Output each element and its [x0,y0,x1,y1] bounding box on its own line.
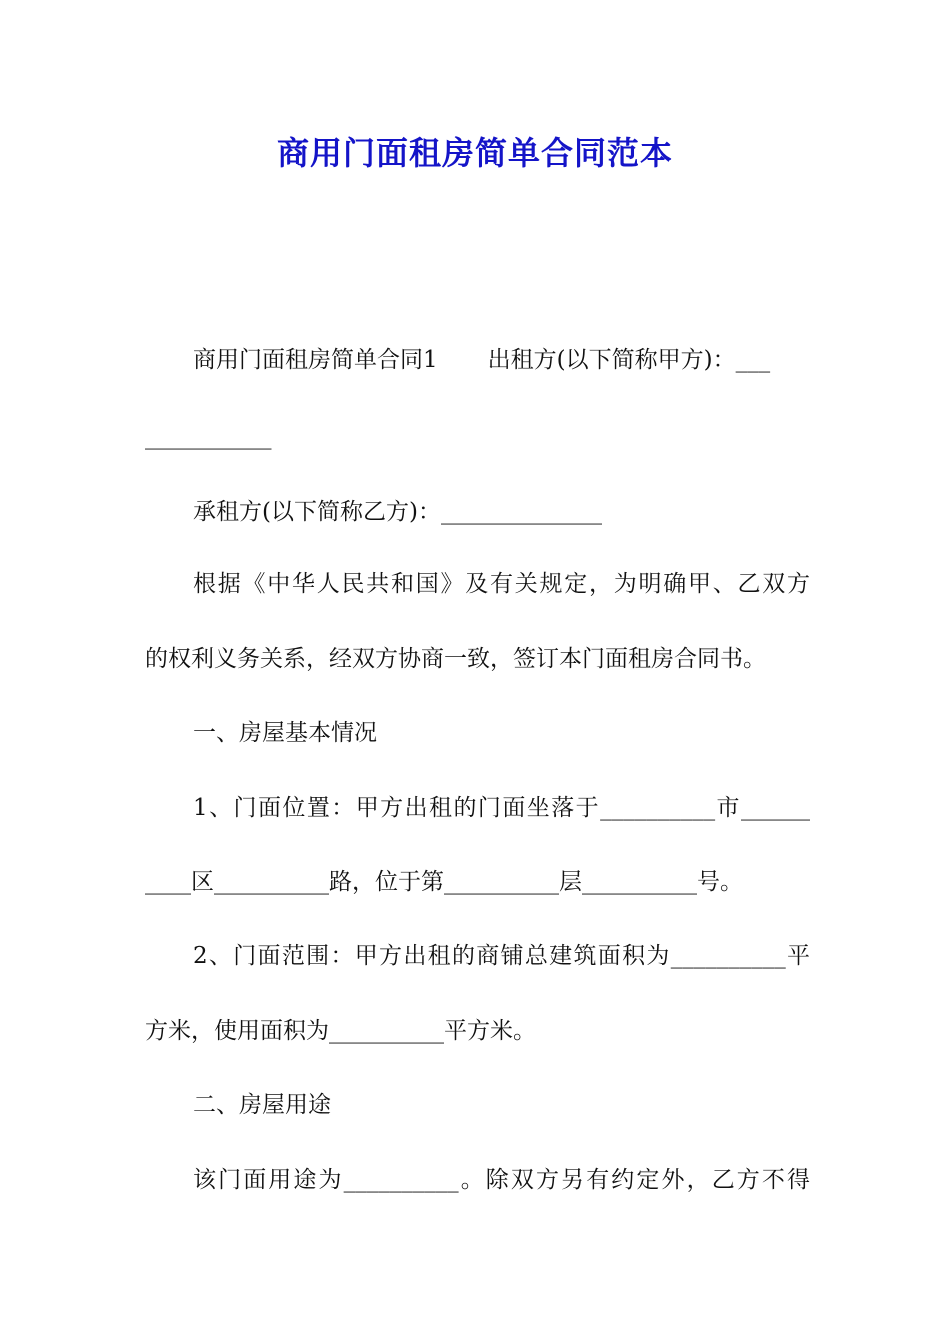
lessee-line: 承租方(以下简称乙方)：______________ [193,499,602,525]
clause-location-line-1: 1、门面位置：甲方出租的门面坐落于__________市______ [193,795,810,821]
usage-clause-line: 该门面用途为__________。除双方另有约定外，乙方不得 [193,1167,810,1193]
clause-area-line-1: 2、门面范围：甲方出租的商铺总建筑面积为__________平 [193,943,810,969]
section-heading-2: 二、房屋用途 [193,1092,331,1118]
clause-area-line-2: 方米，使用面积为__________平方米。 [145,1018,536,1044]
clause-location-line-2: ____区__________路，位于第__________层__________号。 [145,869,743,895]
preamble-line-1: 根据《中华人民共和国》及有关规定，为明确甲、乙双方 [193,571,810,597]
document-title: 商用门面租房简单合同范本 [276,134,673,172]
section-heading-1: 一、房屋基本情况 [193,720,377,746]
lessor-blank-line: ___________ [145,424,272,450]
preamble-line-2: 的权利义务关系，经双方协商一致，签订本门面租房合同书。 [145,646,766,672]
lessor-label: 出租方(以下简称甲方)：___ [487,347,771,373]
contract-subtitle: 商用门面租房简单合同1 [193,347,438,373]
contract-intro-line [193,344,810,376]
